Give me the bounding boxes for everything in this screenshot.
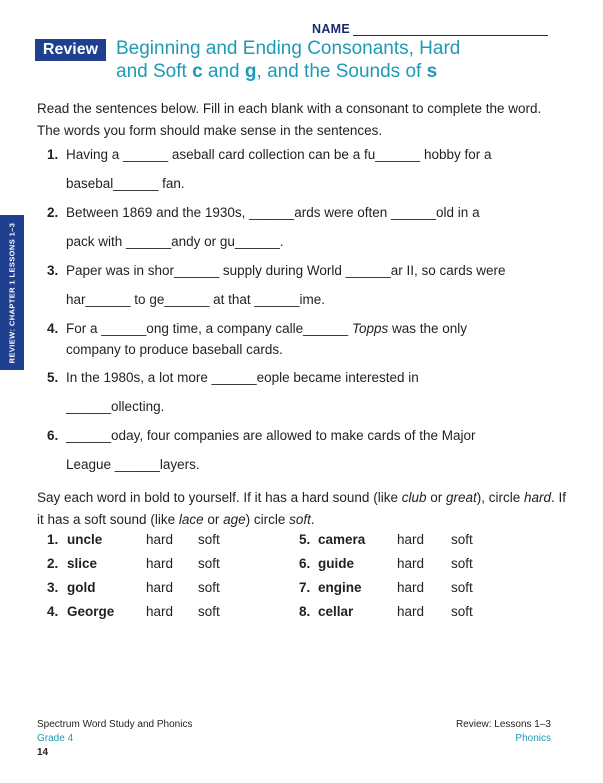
question-5-line-1: In the 1980s, a lot more ______eople became interested in: [66, 370, 419, 385]
title-letter-g: g: [244, 61, 257, 82]
question-4-line-2: company to produce baseball cards.: [66, 342, 283, 357]
question-number: 1.: [47, 147, 59, 162]
title-part: Beginning and Ending Consonants, Hard: [116, 38, 461, 59]
instr-italic: club: [401, 490, 427, 505]
instr-text: or: [426, 490, 446, 505]
question-4-text: For a ______ong time, a company calle______: [66, 321, 352, 336]
word-number: 1.: [47, 532, 59, 547]
word-item: cellar: [318, 604, 354, 619]
page-number: 14: [37, 747, 49, 758]
word-item: engine: [318, 580, 362, 595]
word-item: camera: [318, 532, 366, 547]
soft-option[interactable]: soft: [198, 532, 220, 547]
instr-italic: soft: [289, 512, 311, 527]
word-item: gold: [67, 580, 96, 595]
word-number: 5.: [299, 532, 311, 547]
hard-option[interactable]: hard: [146, 580, 174, 595]
word-item: George: [67, 604, 115, 619]
instr-text: Say each word in bold to yourself. If it has a hard sound (like: [37, 490, 402, 505]
hard-option[interactable]: hard: [397, 556, 425, 571]
instr-italic: lace: [178, 512, 204, 527]
title-letter-c: c: [192, 61, 203, 82]
intro-text: Read the sentences below. Fill in each blank with a consonant to complete the word. The words you form should make sense in the sentences.: [37, 101, 542, 138]
hard-option[interactable]: hard: [397, 532, 425, 547]
question-4-line-1: [66, 321, 467, 336]
footer-subject: Phonics: [515, 733, 551, 744]
hard-option[interactable]: hard: [146, 532, 174, 547]
name-label: NAME: [312, 22, 351, 36]
hard-option[interactable]: hard: [397, 580, 425, 595]
title-part: and: [202, 61, 245, 82]
footer-grade: Grade 4: [37, 733, 74, 744]
word-item: guide: [318, 556, 354, 571]
question-6-line-2: League ______layers.: [66, 457, 200, 472]
question-2-line-1: Between 1869 and the 1930s, ______ards were often ______old in a: [66, 205, 480, 220]
title-part: , and the Sounds of: [256, 61, 427, 82]
question-1-line-1: Having a ______ aseball card collection can be a fu______ hobby for a: [66, 147, 492, 162]
soft-option[interactable]: soft: [451, 580, 473, 595]
hard-option[interactable]: hard: [146, 604, 174, 619]
soft-option[interactable]: soft: [198, 604, 220, 619]
instructions-text: [37, 487, 567, 531]
question-number: 2.: [47, 205, 59, 220]
side-tab-label: REVIEW: CHAPTER 1 LESSONS 1–3: [7, 222, 17, 363]
question-number: 6.: [47, 428, 59, 443]
word-item: uncle: [67, 532, 103, 547]
title-part: and Soft: [116, 61, 193, 82]
word-number: 3.: [47, 580, 59, 595]
footer-book-title: Spectrum Word Study and Phonics: [37, 719, 193, 730]
word-number: 4.: [47, 604, 59, 619]
instr-text: or: [203, 512, 224, 527]
instr-text: . If it has a soft sound (like: [37, 490, 567, 527]
hard-option[interactable]: hard: [397, 604, 425, 619]
soft-option[interactable]: soft: [451, 556, 473, 571]
soft-option[interactable]: soft: [451, 604, 473, 619]
name-line: [353, 35, 548, 36]
word-number: 8.: [299, 604, 311, 619]
question-4-italic: Topps: [351, 321, 389, 336]
question-6-line-1: ______oday, four companies are allowed to make cards of the Major: [66, 428, 476, 443]
soft-option[interactable]: soft: [198, 580, 220, 595]
word-number: 2.: [47, 556, 59, 571]
question-5-line-2: ______ollecting.: [66, 399, 165, 414]
review-tag: Review: [35, 39, 106, 61]
instr-italic: age: [223, 512, 246, 527]
title-letter-s: s: [426, 61, 438, 82]
instr-italic: hard: [524, 490, 552, 505]
question-number: 5.: [47, 370, 59, 385]
word-item: slice: [67, 556, 98, 571]
side-tab: [0, 215, 24, 370]
footer-section: Review: Lessons 1–3: [455, 719, 551, 730]
instr-text: .: [310, 512, 315, 527]
question-number: 4.: [47, 321, 59, 336]
question-3-line-2: har______ to ge______ at that ______ime.: [66, 292, 325, 307]
question-4-text: was the only: [388, 321, 468, 336]
instr-text: ), circle: [476, 490, 525, 505]
question-1-line-2: basebal______ fan.: [66, 176, 185, 191]
question-3-line-1: Paper was in shor______ supply during World ______ar II, so cards were: [66, 263, 506, 278]
word-number: 6.: [299, 556, 311, 571]
page-title: [116, 37, 566, 83]
soft-option[interactable]: soft: [198, 556, 220, 571]
instr-text: ) circle: [245, 512, 290, 527]
word-number: 7.: [299, 580, 311, 595]
question-2-line-2: pack with ______andy or gu______.: [66, 234, 284, 249]
instr-italic: great: [445, 490, 477, 505]
question-number: 3.: [47, 263, 59, 278]
soft-option[interactable]: soft: [451, 532, 473, 547]
hard-option[interactable]: hard: [146, 556, 174, 571]
